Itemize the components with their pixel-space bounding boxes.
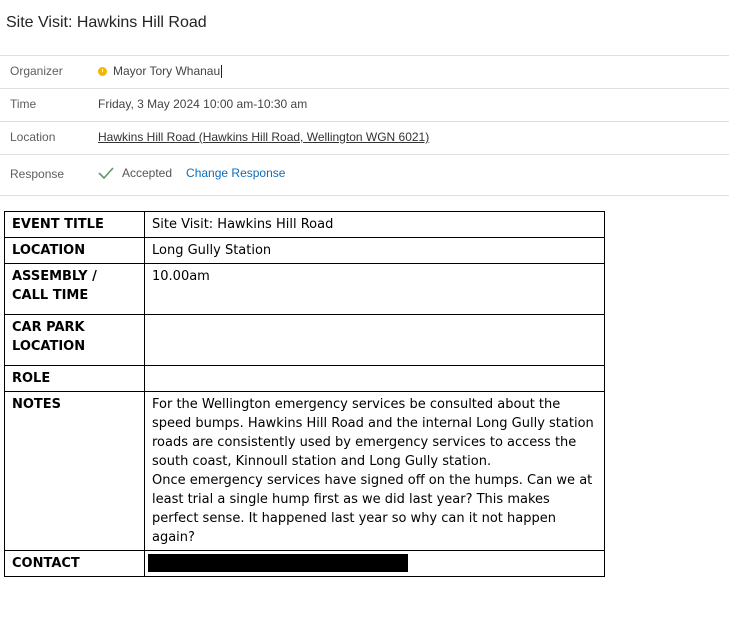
row-value: 10.00am bbox=[145, 264, 605, 315]
text-caret bbox=[221, 65, 222, 78]
row-value bbox=[145, 392, 605, 551]
response-row bbox=[0, 154, 729, 196]
time-value: Friday, 3 May 2024 10:00 am-10:30 am bbox=[98, 97, 308, 111]
table-row bbox=[5, 315, 605, 366]
location-link[interactable]: Hawkins Hill Road (Hawkins Hill Road, Wellington WGN 6021) bbox=[98, 130, 430, 144]
row-key: EVENT TITLE bbox=[5, 212, 145, 238]
table-row bbox=[5, 366, 605, 392]
time-row bbox=[0, 88, 729, 121]
change-response-button[interactable]: Change Response bbox=[186, 166, 286, 180]
row-value: Long Gully Station bbox=[145, 238, 605, 264]
event-details-table bbox=[4, 211, 605, 577]
row-key: ASSEMBLY / CALL TIME bbox=[5, 264, 145, 315]
table-row bbox=[5, 238, 605, 264]
row-key: NOTES bbox=[5, 392, 145, 551]
row-key: CAR PARK LOCATION bbox=[5, 315, 145, 366]
notes-paragraph-2: Once emergency services have signed off on the humps. Can we at least trial a single hump first as we did last year? This makes perfect sense. It happened last year so why can it not happen again? bbox=[152, 473, 593, 545]
row-key: LOCATION bbox=[5, 238, 145, 264]
row-key: ROLE bbox=[5, 366, 145, 392]
table-row bbox=[5, 551, 605, 577]
check-icon bbox=[98, 167, 114, 179]
table-row bbox=[5, 264, 605, 315]
table-row bbox=[5, 392, 605, 551]
organizer-label: Organizer bbox=[10, 64, 63, 78]
location-row bbox=[0, 121, 729, 154]
organizer-status-icon bbox=[98, 67, 107, 76]
organizer-row bbox=[0, 55, 729, 88]
location-label: Location bbox=[10, 130, 56, 144]
time-label: Time bbox=[10, 97, 37, 111]
row-value bbox=[145, 366, 605, 392]
organizer-name: Mayor Tory Whanau bbox=[113, 64, 221, 78]
response-label: Response bbox=[10, 167, 65, 181]
notes-paragraph-1: For the Wellington emergency services be consulted about the speed bumps. Hawkins Hill Road and the internal Long Gully station roads are consistently used by emergency services to access the south coast, Kinnoull station and Long Gully station. bbox=[152, 397, 594, 469]
event-meta bbox=[0, 55, 729, 196]
response-status: Accepted bbox=[122, 166, 173, 180]
event-title: Site Visit: Hawkins Hill Road bbox=[6, 14, 207, 31]
redacted-contact bbox=[148, 554, 408, 572]
response-value bbox=[98, 166, 285, 180]
table-row bbox=[5, 212, 605, 238]
row-value bbox=[145, 551, 605, 577]
row-key: CONTACT bbox=[5, 551, 145, 577]
row-value bbox=[145, 315, 605, 366]
organizer-value[interactable] bbox=[98, 64, 222, 78]
row-value: Site Visit: Hawkins Hill Road bbox=[145, 212, 605, 238]
